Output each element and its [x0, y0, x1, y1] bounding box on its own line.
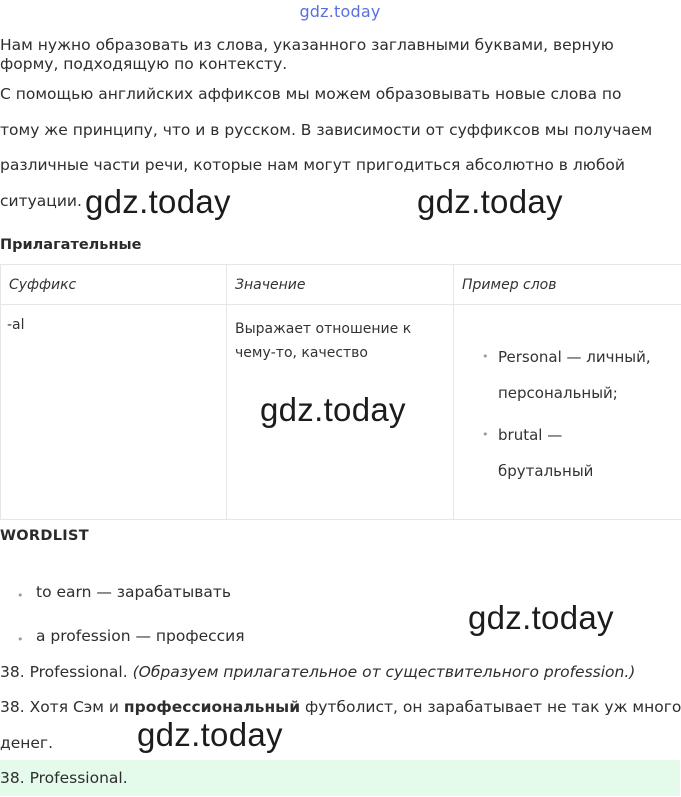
paragraph-line-4: ситуации.: [0, 192, 82, 210]
paragraph-line-1: С помощью английских аффиксов мы можем образовывать новые слова по: [0, 85, 622, 103]
answer-text: 38. Professional.: [0, 769, 128, 787]
list-item: [498, 339, 673, 411]
example-line: • Personal — личный,: [498, 348, 651, 366]
task-note: (Образуем прилагательное от существительного profession.): [132, 663, 636, 681]
wordlist-title: WORDLIST: [0, 528, 89, 544]
example-line: брутальный: [498, 462, 594, 480]
watermark: gdz.today: [260, 391, 406, 428]
wordlist-item: to earn — зарабатывать: [36, 583, 231, 601]
meaning-line: чему-то, качество: [235, 345, 368, 361]
list-item: [498, 417, 673, 489]
task-line: [0, 663, 635, 681]
table-cell-examples: [454, 305, 681, 520]
table-header-suffix: Суффикс: [1, 265, 227, 305]
watermark: gdz.today: [137, 716, 283, 753]
table-header-examples: Пример слов: [454, 265, 681, 305]
watermark: gdz.today: [468, 599, 614, 636]
table-header-meaning: Значение: [227, 265, 454, 305]
translation-line-2: денег.: [0, 734, 53, 752]
translation-line-1: [0, 698, 681, 716]
watermark: gdz.today: [417, 183, 563, 220]
meaning-line: Выражает отношение к: [235, 321, 412, 337]
table-cell-suffix: -al: [1, 305, 227, 520]
paragraph-line-2: тому же принципу, что и в русском. В зависимости от суффиксов мы получаем: [0, 121, 653, 139]
translation-post: футболист, он зарабатывает не так уж много: [300, 698, 681, 716]
example-line: персональный;: [498, 384, 618, 402]
example-line: • brutal —: [498, 426, 563, 444]
top-watermark: gdz.today: [299, 2, 381, 21]
examples-list: [482, 339, 673, 489]
translation-bold: профессиональный: [123, 698, 301, 716]
section-heading: Прилагательные: [0, 237, 142, 253]
wordlist-item: a profession — профессия: [36, 627, 245, 645]
watermark: gdz.today: [85, 183, 231, 220]
task-prefix: 38. Professional.: [0, 663, 133, 681]
intro-text: Нам нужно образовать из слова, указанного заглавными буквами, верную: [0, 36, 614, 54]
intro-clipped-text: форму, подходящую по контексту.: [0, 55, 288, 73]
paragraph-line-3: различные части речи, которые нам могут пригодиться абсолютно в любой: [0, 156, 625, 174]
translation-pre: 38. Хотя Сэм и: [0, 698, 124, 716]
bullet-icon: •: [17, 633, 24, 646]
table-header-row: [1, 265, 681, 305]
bullet-icon: •: [17, 589, 24, 602]
intro-clipped-line: [0, 55, 680, 76]
